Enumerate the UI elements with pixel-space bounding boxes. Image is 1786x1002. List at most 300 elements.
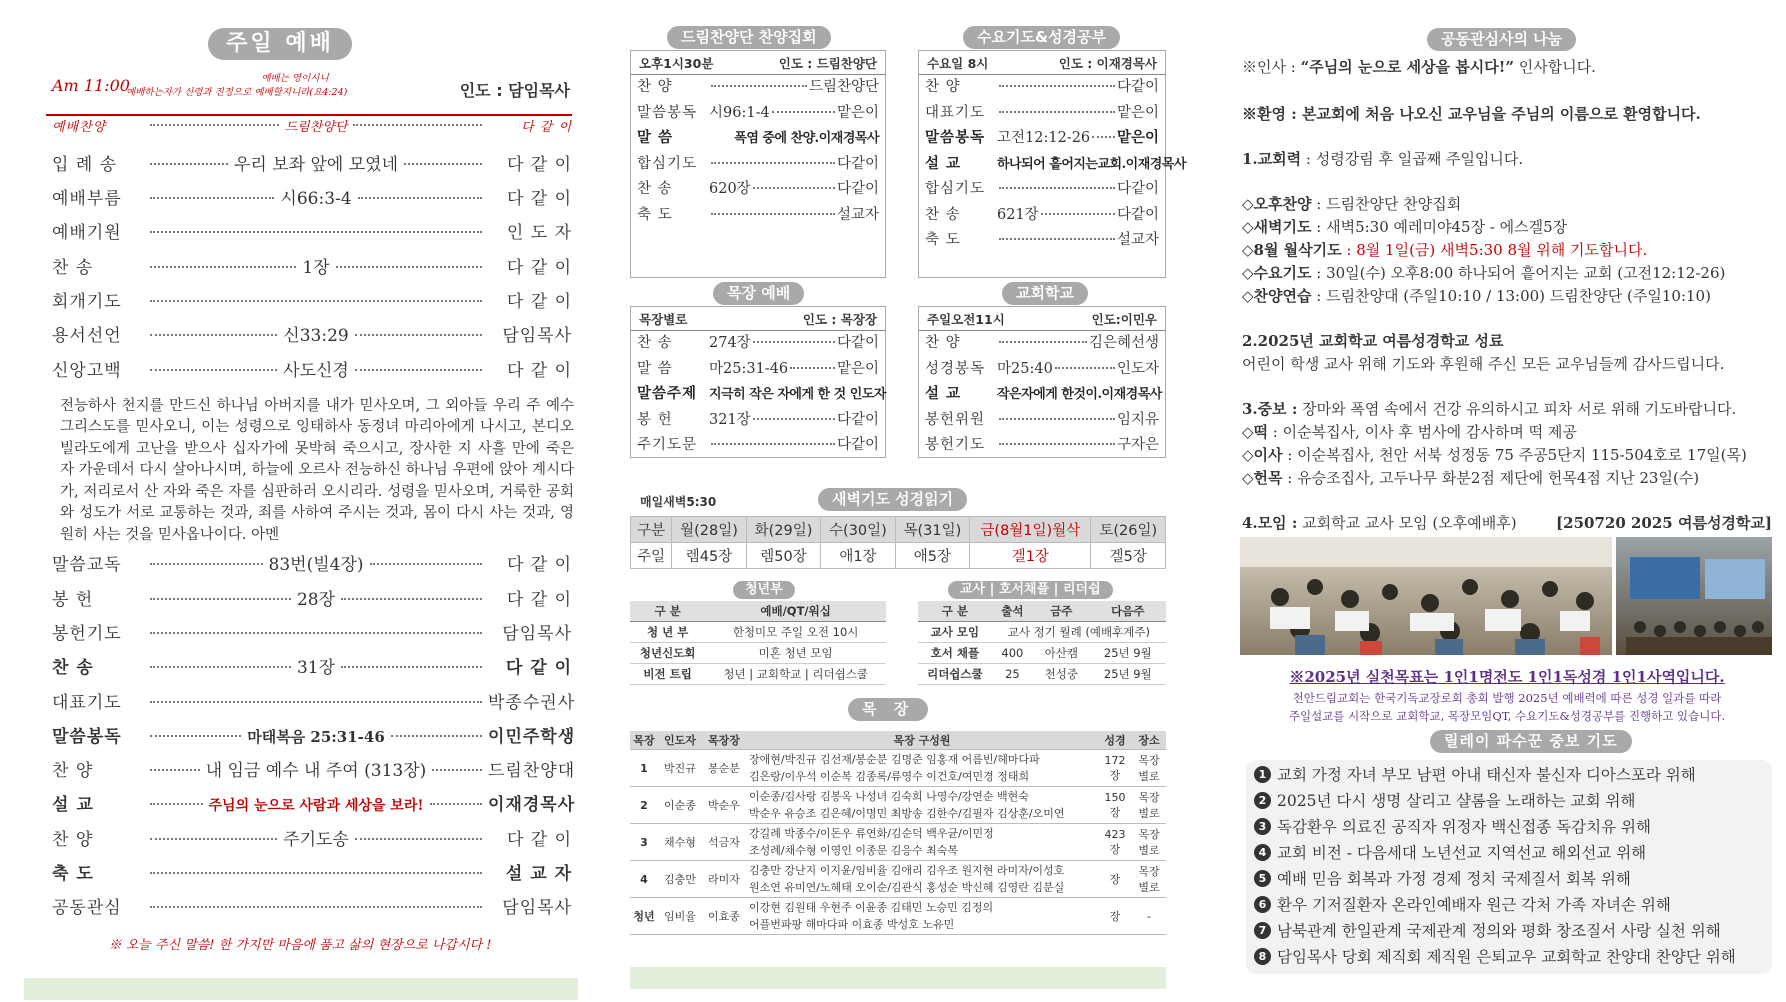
box-row-value: 다같이	[1116, 79, 1159, 95]
youth-table	[630, 601, 886, 685]
green-footer-bar-1	[24, 978, 578, 1000]
table-cell: 다음주	[1090, 601, 1166, 622]
box-row-ref: 274장	[709, 335, 751, 351]
box-row	[919, 101, 1165, 127]
box-row-label: 말 씀	[637, 129, 674, 146]
dotted-leader	[999, 85, 1115, 87]
greeting-quote: “주님의 눈으로 세상을 봅시다!”	[1300, 58, 1514, 76]
dotted-leader	[999, 187, 1115, 189]
box-row	[919, 228, 1165, 254]
group-number: 청년	[630, 898, 658, 935]
relay-item	[1254, 762, 1764, 788]
dotted-leader	[150, 872, 482, 874]
prayer-key: ◇떡	[1242, 423, 1269, 441]
groups-head-row	[630, 731, 1166, 750]
order-person: 이재경목사	[488, 795, 576, 816]
news-section	[1242, 56, 1772, 535]
order-value: 사도신경	[283, 360, 349, 381]
relay-text: 교회 비전 - 다음세대 노년선교 지역선교 해외선교 위해	[1277, 844, 1647, 862]
dawn-head-cell: 토(26일)	[1091, 517, 1166, 543]
relay-text: 예배 믿음 회복과 가정 경제 정치 국제질서 회복 위해	[1277, 870, 1631, 888]
box-row-value: 다같이	[1116, 206, 1159, 223]
relay-item	[1254, 840, 1764, 866]
dotted-leader	[753, 187, 835, 189]
groups-table	[630, 731, 1166, 935]
dream-title-wrap	[667, 26, 831, 49]
group-members	[746, 787, 1098, 824]
box-row-value: 맡은이	[1116, 129, 1159, 146]
order-person: 담임목사	[502, 326, 573, 347]
box-row-ref: 마25:31-46	[709, 360, 789, 377]
dawn-reading-cell: 렘45장	[672, 543, 746, 569]
table-cell: 청년신도회	[630, 643, 705, 664]
order-row	[52, 653, 572, 687]
box-row-label: 봉 헌	[637, 411, 673, 428]
order-row	[52, 585, 572, 619]
order-label: 찬 송	[52, 257, 94, 278]
dotted-leader	[150, 735, 241, 737]
table-cell: 400	[992, 643, 1033, 664]
schedule-text: : 새벽5:30 예레미야45장 - 에스겔5장	[1311, 218, 1568, 236]
dawn-head-cell: 월(28일)	[672, 517, 746, 543]
youth-title: 청년부	[733, 581, 795, 599]
box-row-ref: 시96:1-4	[709, 104, 770, 121]
box-row-label: 설 교	[925, 154, 962, 172]
group-bible: 150 장	[1098, 787, 1132, 824]
order-value: 신33:29	[283, 326, 349, 347]
service-time: Am 11:00	[52, 75, 130, 95]
order-label: 예배부름	[52, 189, 122, 210]
number-badge-icon: 7	[1254, 922, 1271, 939]
wed-head-time: 수요일 8시	[927, 56, 989, 71]
order-label: 찬 양	[52, 761, 94, 782]
sunday-title-wrap	[0, 28, 578, 60]
prayer-item-text: : 이순복집사, 이사 후 범사에 감사하며 떡 제공	[1268, 423, 1577, 441]
goal-statement: ※2025년 실천목표는 1인1명전도 1인1독성경 1인1사역입니다.	[1289, 668, 1725, 686]
dawn-head-cell: 구분	[631, 517, 672, 543]
order-label: 대표기도	[52, 692, 122, 713]
number-badge-icon: 1	[1254, 766, 1271, 783]
dream-title: 드림찬양단 찬양집회	[667, 26, 831, 49]
box-row-label: 축 도	[925, 232, 961, 248]
table-cell: 구 분	[918, 601, 992, 622]
dotted-leader	[353, 124, 482, 126]
box-row-label: 봉헌위원	[925, 411, 986, 428]
dotted-leader	[358, 197, 482, 199]
box-row-value: 설교자	[1116, 232, 1159, 248]
dotted-leader	[711, 443, 835, 445]
box-row	[919, 75, 1165, 101]
box-row	[631, 75, 885, 101]
dotted-leader	[404, 163, 482, 165]
order-label: 찬 양	[52, 829, 94, 850]
number-badge-icon: 5	[1254, 870, 1271, 887]
box-row	[631, 331, 885, 357]
table-cell: 한청미모 주일 오전 10시	[705, 622, 886, 643]
table-cell: 교사 정기 월례 (예배후계주)	[992, 622, 1166, 643]
dotted-leader	[150, 231, 482, 233]
table-cell: 아산캠	[1033, 643, 1090, 664]
dawn-head-cell: 목(31일)	[895, 517, 969, 543]
green-footer-bar-2	[630, 967, 1166, 989]
meeting-text: 교회학교 교사 모임 (오후예배후)	[1297, 514, 1517, 532]
box-row-value: 하나되어 흩어지는교회.이재경목사	[997, 156, 1186, 172]
order-row	[52, 619, 572, 653]
teacher-table	[918, 601, 1166, 685]
box-row-value: 다같이	[836, 181, 879, 197]
order-label: 찬 송	[52, 658, 94, 679]
news-title: 공동관심사의 나눔	[1427, 28, 1576, 51]
table-row	[918, 664, 1166, 685]
table-cell: 청 년 부	[630, 622, 705, 643]
dotted-leader	[1041, 213, 1115, 215]
schedule-list	[1242, 193, 1772, 308]
table-cell: 천성중	[1033, 664, 1090, 685]
order-value: 31장	[296, 658, 336, 679]
order-person: 다 같 이	[506, 829, 573, 850]
dawn-title: 새벽기도 성경읽기	[818, 488, 967, 511]
order-label: 말씀봉독	[52, 726, 122, 747]
group-leader: 이순종	[658, 787, 702, 824]
box-row-value: 김은혜선생	[1088, 335, 1159, 351]
box-row-value: 드림찬양단	[808, 79, 879, 95]
box-row	[919, 126, 1165, 152]
schedule-key: ◇새벽기도	[1242, 218, 1312, 236]
prayer-heading: 3.중보 :	[1242, 400, 1298, 418]
dotted-leader	[753, 341, 835, 343]
dotted-leader	[355, 838, 482, 840]
groups-head-cell: 목장장	[702, 731, 746, 750]
dotted-leader	[150, 197, 274, 199]
group-member-line: 이순종/김사랑 김봉옥 나성녀 김숙희 나영수/강연순 백현숙	[749, 790, 1029, 803]
group-member-line: 장애현/박진규 김선재/봉순분 김명준 임홍재 어름빈/헤마다파	[749, 753, 1040, 766]
news-title-wrap	[1427, 28, 1576, 51]
number-badge-icon: 6	[1254, 896, 1271, 913]
dotted-leader	[150, 563, 263, 565]
schedule-text: : 드림찬양대 (주일10:10 / 13:00) 드림찬양단 (주일10:10)	[1311, 287, 1711, 305]
schedule-key: ◇8월 월삭기도	[1242, 241, 1342, 259]
order-row	[52, 116, 572, 150]
order-row	[52, 688, 576, 722]
group-number: 4	[630, 861, 658, 898]
order-person: 다 같 이	[506, 257, 572, 278]
vbs-photo	[1240, 537, 1772, 655]
order-row	[52, 756, 576, 790]
order-person: 다 같 이	[521, 119, 573, 135]
box-row	[631, 152, 885, 178]
box-row	[919, 152, 1186, 178]
sunday-service-column	[22, 0, 578, 953]
order-label: 말씀교독	[52, 555, 122, 576]
box-row-label: 찬 송	[637, 181, 673, 197]
dotted-leader	[370, 563, 483, 565]
relay-text: 독감환우 의료진 공직자 위정자 백신접종 독감치유 위해	[1277, 818, 1651, 836]
group-leader: 박진규	[658, 750, 702, 787]
box-row-value: 다같이	[836, 335, 879, 351]
box-row	[919, 177, 1165, 203]
verse-line-1: 예배는 영이시니	[261, 72, 329, 84]
table-cell: 25년 9월	[1090, 643, 1166, 664]
group-bible: 423 장	[1098, 824, 1132, 861]
group-head: 박순우	[702, 787, 746, 824]
box-row-value: 맡은이	[836, 104, 879, 121]
table-cell: 비전 트립	[630, 664, 705, 685]
relay-item	[1254, 892, 1764, 918]
number-badge-icon: 8	[1254, 948, 1271, 965]
dotted-leader	[150, 803, 203, 805]
prayer-item	[1242, 467, 1772, 490]
dotted-leader	[150, 124, 279, 126]
group-leader: 김충만	[658, 861, 702, 898]
number-badge-icon: 4	[1254, 844, 1271, 861]
table-cell: 리더쉽스쿨	[918, 664, 992, 685]
groups-head-cell: 목장 구성원	[746, 731, 1098, 750]
groups-head-cell: 성경	[1098, 731, 1132, 750]
box-row-label: 성경봉독	[925, 360, 986, 377]
dotted-leader	[336, 266, 482, 268]
groups-row	[630, 898, 1166, 935]
school-head-leader: 인도:이민우	[1091, 312, 1157, 327]
relay-item	[1254, 866, 1764, 892]
box-row	[631, 177, 885, 203]
box-row	[631, 126, 885, 152]
sunday-order-list-1	[22, 116, 578, 390]
box-row-label: 설 교	[925, 385, 962, 402]
order-label: 설 교	[52, 795, 94, 816]
order-label: 봉 헌	[52, 589, 94, 610]
goal-section	[1242, 666, 1772, 725]
box-row-value: 폭염 중에 찬양.이재경목사	[734, 131, 879, 146]
teacher-title: 교사 | 호서채플 | 리더쉽	[948, 581, 1113, 599]
order-value: 83번(빌4장)	[268, 555, 364, 576]
schedule-item	[1242, 262, 1772, 285]
teacher-title-wrap	[948, 578, 1113, 599]
dawn-time-label: 매일새벽5:30	[640, 495, 717, 509]
order-row	[52, 722, 576, 756]
order-value: 우리 보좌 앞에 모였네	[234, 154, 399, 175]
box-row-value: 지극히 작은 자에게 한 것 인도자	[709, 387, 886, 402]
group-member-line: 어플번파팡 해마다파 이효종 박성호 노유민	[749, 918, 955, 931]
calendar-note	[1242, 148, 1772, 171]
dawn-reading-cell: 애1장	[821, 543, 895, 569]
order-person: 다 같 이	[506, 154, 573, 175]
box-row-label: 찬 송	[925, 206, 961, 223]
order-label: 입 례 송	[52, 154, 118, 175]
box-row-label: 말 씀	[637, 360, 673, 377]
order-person: 설 교 자	[505, 864, 572, 885]
group-member-line: 조성례/채수형 이영인 이종문 김응수 최숙복	[749, 844, 958, 857]
relay-prayer-list	[1246, 760, 1772, 974]
dotted-leader	[391, 735, 482, 737]
wed-head	[919, 51, 1165, 75]
dawn-reading-cell: 주일	[631, 543, 672, 569]
relay-item	[1254, 788, 1764, 814]
order-person: 드림찬양대	[488, 761, 576, 782]
order-value: 주님의 눈으로 사람과 세상을 보라!	[208, 798, 424, 815]
dotted-leader	[150, 334, 277, 336]
wed-title: 수요기도&성경공부	[963, 26, 1120, 49]
youth-title-wrap	[733, 578, 795, 599]
group-bible: 장	[1098, 898, 1132, 935]
calendar-heading: 1.교회력	[1242, 150, 1302, 168]
order-row	[52, 218, 572, 252]
groups-row	[630, 824, 1166, 861]
box-row-ref: 321장	[709, 411, 751, 428]
box-row	[919, 357, 1165, 383]
schedule-text: : 30일(수) 오후8:00 하나되어 흩어지는 교회 (고전12:12-26)	[1311, 264, 1726, 282]
order-person: 담임목사	[502, 623, 572, 644]
order-row	[52, 893, 572, 927]
group-member-line: 원소연 유미연/노혜태 오이순/김관식 홍성순 박신혜 김영란 김분실	[749, 881, 1065, 894]
schedule-item	[1242, 193, 1772, 216]
service-leader: 인도 : 담임목사	[459, 80, 570, 100]
greeting-suffix: 인사합니다.	[1513, 58, 1596, 76]
order-label: 공동관심	[52, 898, 122, 919]
dream-head-leader: 인도 : 드림찬양단	[778, 56, 877, 71]
sunday-header	[22, 68, 578, 114]
order-label: 봉헌기도	[52, 623, 122, 644]
box-row-ref: 마25:40	[997, 360, 1053, 377]
table-cell: 호서 채플	[918, 643, 992, 664]
table-row	[630, 664, 886, 685]
box-row-label: 말씀봉독	[637, 104, 698, 121]
group-place: 목장 별로	[1132, 787, 1166, 824]
group-members	[746, 861, 1098, 898]
box-row-label: 봉헌기도	[925, 437, 986, 453]
dawn-head-row	[631, 517, 1166, 543]
dotted-leader	[711, 162, 835, 164]
dream-head	[631, 51, 885, 75]
group-member-line: 김충만 강난지 이지윤/임비율 김애리 김우조 원지현 라미자/이성호	[749, 864, 1065, 877]
number-badge-icon: 2	[1254, 792, 1271, 809]
group-member-line: 강길례 박종수/이돈우 류연화/김순덕 백우균/이민정	[749, 827, 994, 840]
mokjang-head	[631, 307, 885, 331]
box-row-ref: 620장	[709, 181, 751, 197]
prayer-key: ◇헌목	[1242, 469, 1283, 487]
order-row	[52, 150, 572, 184]
wed-rows	[919, 75, 1186, 254]
apostles-creed: 전능하사 천지를 만드신 하나님 아버지를 내가 믿사오며, 그 외아들 우리 주 예수 그리스도를 믿사오니, 이는 성령으로 잉태하사 동정녀 마리아에게 나시고, 본디오 빌라도에게 고난을 받으사 십자가에 못박혀 죽으시고, 장사한 지 사흘 만에 죽은 자 가운데서 다시 살아나시며, 하늘에 오르사 전능하신 하나님 우편에 앉아 계시다가, 저리로서 산 자와 죽은 자를 심판하러 오시리라. 성령을 믿사오며, 거룩한 공회와 성도가 서로 교통하는 것과, 죄를 사하여 주시는 것과, 몸이 다시 사는 것과, 영원히 사는 것을 믿사옵나이다. 아멘	[60, 397, 574, 543]
group-number: 1	[630, 750, 658, 787]
dream-box	[630, 50, 886, 278]
greeting-prefix: ※인사 :	[1242, 58, 1301, 76]
dawn-head-cell: 금(8월1일)월삭	[970, 517, 1091, 543]
dawn-reading-cell: 겔1장	[970, 543, 1091, 569]
dawn-reading-cell: 애5장	[895, 543, 969, 569]
dotted-leader	[150, 369, 277, 371]
dotted-leader	[150, 838, 277, 840]
meeting-note	[1242, 512, 1772, 535]
box-row-value: 다같이	[836, 437, 879, 453]
box-row-label: 찬 송	[637, 335, 673, 351]
prayer-item-text: : 유승조집사, 고두나무 화분2점 제단에 헌목4점 지난 23일(수)	[1282, 469, 1700, 487]
mokjang-head-leader: 인도 : 목장장	[802, 312, 877, 327]
dotted-leader	[150, 598, 291, 600]
table-row	[630, 643, 886, 664]
box-row	[919, 433, 1165, 459]
dotted-leader	[150, 666, 291, 668]
schedule-key: ◇수요기도	[1242, 264, 1312, 282]
table-row	[918, 622, 1166, 643]
mokjang-box	[630, 306, 886, 458]
table-cell: 미혼 청년 모임	[705, 643, 886, 664]
dotted-leader	[150, 300, 482, 302]
order-value: 28장	[296, 589, 336, 610]
dotted-leader	[432, 769, 482, 771]
dawn-reading-cell: 렘50장	[746, 543, 820, 569]
order-value: 주기도송	[283, 829, 349, 850]
order-value: 1장	[302, 257, 330, 278]
dotted-leader	[150, 701, 482, 703]
groups-head-cell: 목장	[630, 731, 658, 750]
dotted-leader	[711, 213, 835, 215]
schedule-text: : 8월 1일(금) 새벽5:30 8월 위해 기도합니다.	[1341, 241, 1648, 259]
prayer-key: ◇이사	[1242, 446, 1283, 464]
box-row	[631, 433, 885, 459]
wed-title-wrap	[963, 26, 1120, 49]
dawn-reading-cell: 겔5장	[1091, 543, 1166, 569]
wed-box	[918, 50, 1186, 278]
group-number: 2	[630, 787, 658, 824]
group-place: 목장 별로	[1132, 824, 1166, 861]
goal-subtext-1: 천안드림교회는 한국기독교장로회 총회 발행 2025년 예배력에 따른 성경 일과를 따라	[1292, 691, 1722, 705]
photo-caption: [250720 2025 여름성경학교]	[1556, 514, 1772, 532]
dotted-leader	[355, 369, 482, 371]
relay-item	[1254, 944, 1764, 970]
group-place: -	[1132, 898, 1166, 935]
box-row-value: 임지유	[1116, 411, 1159, 428]
dotted-leader	[999, 111, 1115, 113]
school-box	[918, 306, 1166, 458]
footer-exhortation: ※ 오늘 주신 말씀! 한 가지만 마음에 품고 삶의 현장으로 나갑시다 !	[108, 937, 492, 953]
dotted-leader	[753, 418, 835, 420]
table-row	[630, 601, 886, 622]
schedule-key: ◇찬양연습	[1242, 287, 1312, 305]
relay-text: 2025년 다시 생명 살리고 샬롬을 노래하는 교회 위해	[1277, 792, 1636, 810]
box-row-value: 맡은이	[836, 360, 879, 377]
order-label: 용서선언	[52, 326, 122, 347]
table-cell: 25	[992, 664, 1033, 685]
relay-title-wrap	[1430, 730, 1632, 753]
group-member-line: 박순우 유승조 김은혜/이명민 최방송 김한수/김필자 김상훈/오미연	[749, 807, 1065, 820]
group-head: 석금자	[702, 824, 746, 861]
mokjang-rows	[631, 331, 885, 459]
box-row-label: 대표기도	[925, 104, 986, 121]
group-leader: 채수형	[658, 824, 702, 861]
relay-item	[1254, 918, 1764, 944]
order-row	[52, 321, 572, 355]
box-row-value: 구자은	[1116, 437, 1159, 453]
group-bible: 장	[1098, 861, 1132, 898]
order-person: 다 같 이	[506, 360, 573, 381]
group-member-line: 김은랑/이우석 이순복 김종록/류영수 이건호/여민경 정태희	[749, 770, 1030, 783]
greeting	[1242, 56, 1772, 79]
box-row	[631, 382, 885, 408]
prayer-item	[1242, 421, 1772, 444]
dotted-leader	[150, 163, 228, 165]
verse-line-2: 예배하는자가 신령과 진정으로 예배할지니라(요4:24)	[126, 86, 348, 98]
order-row	[52, 287, 572, 321]
goal-subtext-2: 주일설교를 시작으로 교회학교, 목장모임QT, 수요기도&성경공부를 진행하고 있습니다.	[1288, 709, 1726, 723]
number-badge-icon: 3	[1254, 818, 1271, 835]
table-cell: 청년 | 교회학교 | 리더쉽스쿨	[705, 664, 886, 685]
box-row-label: 주기도문	[637, 437, 698, 453]
box-row-value: 인도자	[1116, 360, 1159, 377]
group-place: 목장 별로	[1132, 750, 1166, 787]
order-person: 담임목사	[502, 898, 572, 919]
order-person: 박종수권사	[488, 692, 576, 713]
schedule-item	[1242, 216, 1772, 239]
